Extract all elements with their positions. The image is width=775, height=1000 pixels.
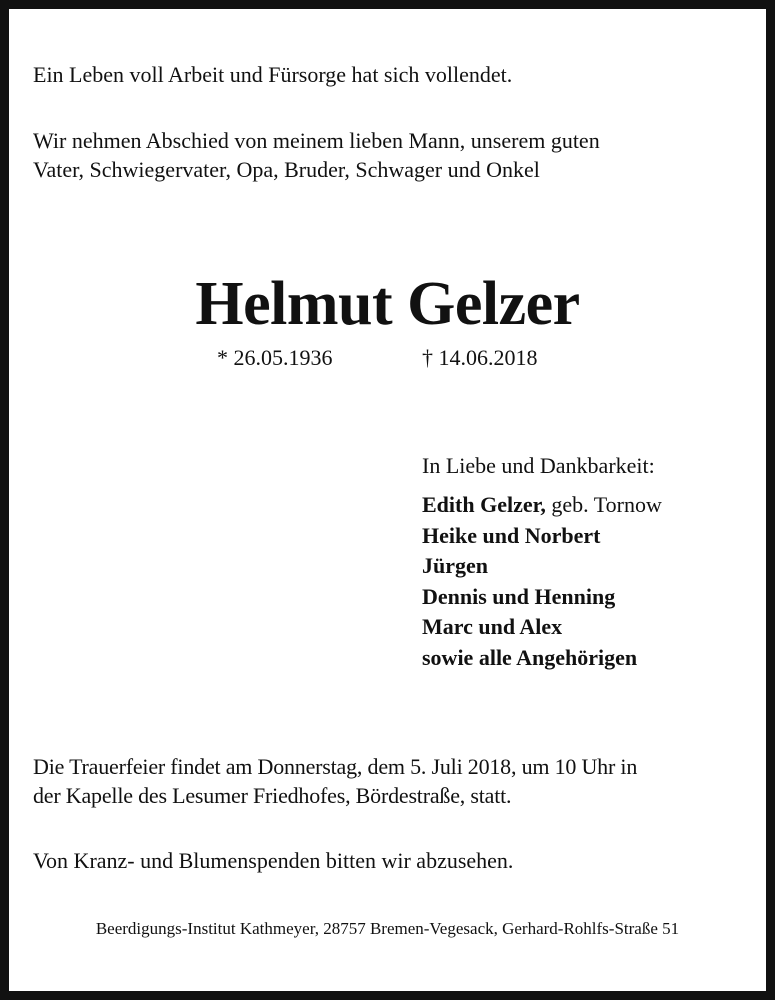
ceremony-line-1: Die Trauerfeier findet am Donnerstag, dem 5. Juli 2018, um 10 Uhr in — [33, 754, 638, 779]
mourner-detail: geb. Tornow — [545, 492, 662, 517]
birth-date: * 26.05.1936 — [217, 345, 333, 370]
undertaker-info: Beerdigungs-Institut Kathmeyer, 28757 Bremen-Vegesack, Gerhard-Rohlfs-Straße 51 — [95, 919, 680, 938]
wreath-note: Von Kranz- und Blumenspenden bitten wir abzusehen. — [33, 848, 514, 873]
farewell-line-2: Vater, Schwiegervater, Opa, Bruder, Schwager und Onkel — [33, 157, 540, 182]
mourner-name: sowie alle Angehörigen — [422, 644, 638, 670]
mourner-name: Dennis und Henning — [422, 583, 616, 609]
mourner-6 — [422, 643, 662, 674]
ceremony-text — [33, 752, 742, 810]
mourner-4 — [422, 582, 662, 613]
mourner-2 — [422, 521, 662, 552]
farewell-text — [33, 126, 742, 184]
deceased-name: Helmut Gelzer — [195, 270, 580, 338]
intro-text: Ein Leben voll Arbeit und Fürsorge hat sich vollendet. — [33, 62, 513, 87]
mourner-1 — [422, 490, 662, 521]
death-date: † 14.06.2018 — [422, 345, 538, 370]
mourner-5 — [422, 612, 662, 643]
mourners-list — [422, 490, 662, 673]
mourner-name: Marc und Alex — [422, 614, 563, 639]
thanks-intro: In Liebe und Dankbarkeit: — [422, 453, 655, 478]
farewell-line-1: Wir nehmen Abschied von meinem lieben Mann, unserem guten — [33, 128, 600, 153]
ceremony-line-2: der Kapelle des Lesumer Friedhofes, Bördestraße, statt. — [33, 783, 512, 808]
mourner-name: Edith Gelzer, — [422, 492, 546, 517]
mourner-3 — [422, 551, 662, 582]
mourner-name: Jürgen — [422, 553, 488, 578]
mourner-name: Heike und Norbert — [422, 522, 601, 548]
